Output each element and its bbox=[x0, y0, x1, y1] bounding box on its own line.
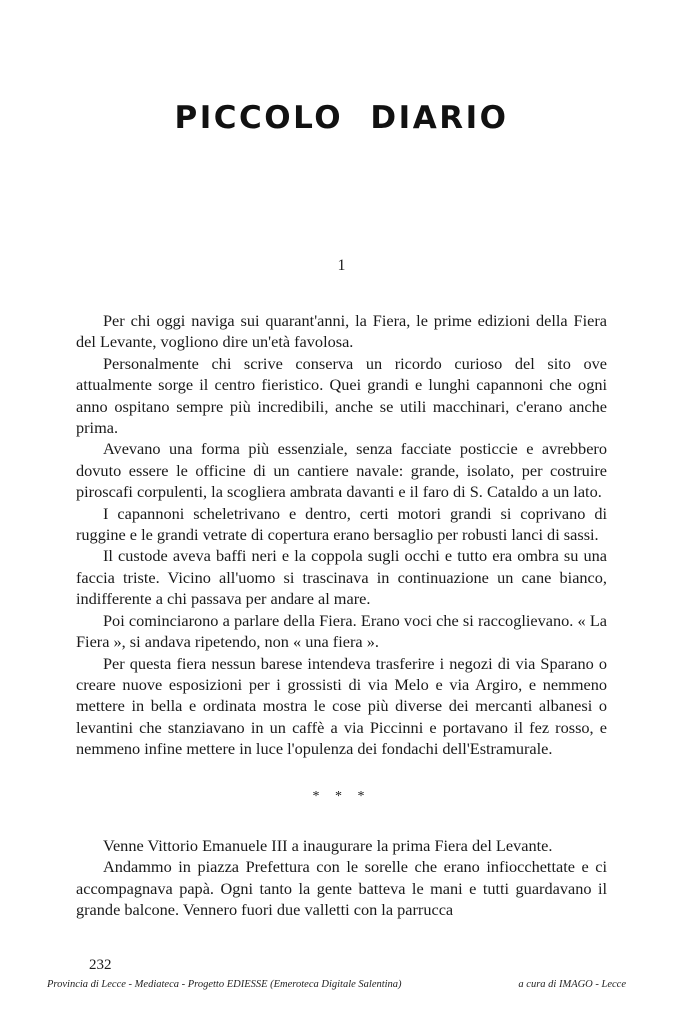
paragraph: Avevano una forma più essenziale, senza facciate posticcie e avrebbero dovuto essere le officine di un cantiere navale: grande, isolato, per costruire piroscafi corpulenti, la scogliera ambrata davanti e il faro di S. Cataldo a un lato. bbox=[76, 439, 607, 502]
page-number: 232 bbox=[89, 957, 112, 973]
paragraph: Il custode aveva baffi neri e la coppola sugli occhi e tutto era ombra su una faccia triste. Vicino all'uomo si trascinava in continuazione un cane bianco, indifferente a chi passava per andare al mare. bbox=[76, 546, 607, 609]
paragraph: Personalmente chi scrive conserva un ricordo curioso del sito ove attualmente sorge il centro fieristico. Quei grandi e lunghi capannoni che ogni anno ospitano sempre più incredibili, anche se utili macchinari, c'erano anche prima. bbox=[76, 353, 607, 438]
section-separator: * * * bbox=[312, 788, 371, 804]
footer-credit-left: Provincia di Lecce - Mediateca - Progetto EDIESSE (Emeroteca Digitale Salentina) bbox=[47, 979, 402, 990]
page-title: PICCOLO DIARIO bbox=[174, 100, 509, 136]
body-text bbox=[76, 310, 607, 921]
paragraph: Venne Vittorio Emanuele III a inaugurare la prima Fiera del Levante. bbox=[103, 835, 553, 855]
footer-credit-right: a cura di IMAGO - Lecce bbox=[518, 979, 626, 990]
chapter-number: 1 bbox=[337, 257, 346, 274]
paragraph: Poi cominciarono a parlare della Fiera. Erano voci che si raccoglievano. « La Fiera », si andava ripetendo, non « una fiera ». bbox=[76, 610, 607, 652]
paragraph: Per chi oggi naviga sui quarant'anni, la Fiera, le prime edizioni della Fiera del Levante, vogliono dire un'età favolosa. bbox=[76, 311, 607, 352]
paragraph: Per questa fiera nessun barese intendeva trasferire i negozi di via Sparano o creare nuove esposizioni per i grossisti di via Melo e via Argiro, e nemmeno mettere in bella e ordinata mostra le cose più diverse dei mercanti albanesi o levantini che stanziavano in un caffè a via Piccinni e portavano il fez rosso, e nemmeno infine mettere in luce l'opulenza dei fondachi dell'Estramurale. bbox=[76, 653, 607, 759]
paragraph: Andammo in piazza Prefettura con le sorelle che erano infiocchettate e ci accompagnava papà. Ogni tanto la gente batteva le mani e tutti guardavano il grande balcone. Vennero fuori due valletti con la parrucca bbox=[76, 857, 607, 920]
paragraph: I capannoni scheletrivano e dentro, certi motori grandi si coprivano di ruggine e le grandi vetrate di copertura erano bersaglio per robusti lanci di sassi. bbox=[76, 503, 607, 545]
